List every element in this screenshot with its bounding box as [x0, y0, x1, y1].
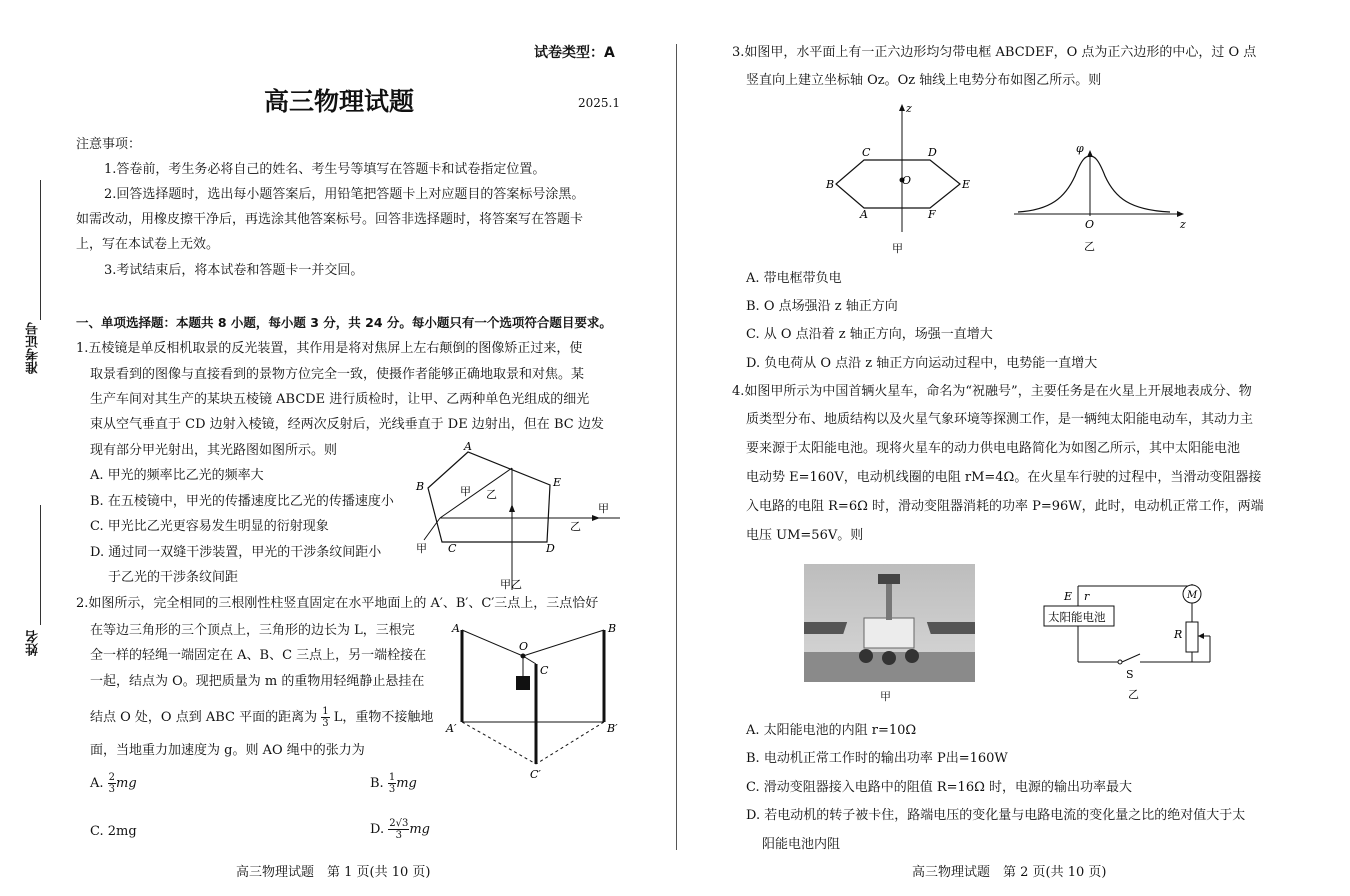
potential-curve-figure: [1010, 136, 1190, 256]
wheel-3: [905, 649, 919, 663]
label-A: A: [452, 622, 460, 635]
label-M: M: [1187, 590, 1198, 601]
q3-line-2: 竖直向上建立坐标轴 Oz。Oz 轴线上电势分布如图乙所示。则: [746, 73, 1102, 88]
side-rule-top: [40, 180, 41, 320]
q3-option-c: C. 从 O 点沿着 z 轴正方向，场强一直增大: [746, 327, 993, 342]
q1-line-1: 1.五棱镜是单反相机取景的反光装置，其作用是将对焦屏上左右颠倒的图像矫正过来，使: [76, 341, 583, 356]
exam-id-label: 准考证号: [26, 322, 41, 374]
q4-option-d-cont: 阳能电池内阻: [762, 837, 841, 852]
base-a2-c2: [462, 722, 536, 764]
solar-panel-left: [804, 622, 847, 634]
light-ray-jia-escape: [424, 518, 440, 540]
q2-line-3: 全一样的轻绳一端固定在 A、B、C 三点上，另一端栓接在: [90, 648, 427, 663]
z-arrow-icon: [1177, 211, 1184, 217]
rover-camera: [878, 574, 900, 584]
q1-option-b: B. 在五棱镜中，甲光的传播速度比乙光的传播速度小: [90, 494, 394, 509]
label-z: z: [1180, 218, 1186, 231]
q4-option-a: A. 太阳能电池的内阻 r=10Ω: [746, 723, 917, 738]
q2-option-b: B. $\frac{1}{3}$ mg: [370, 772, 417, 795]
footer-left: 高三物理试题 第 1 页(共 10 页): [236, 865, 431, 880]
pentaprism-figure: [410, 440, 625, 590]
q1-option-d: D. 通过同一双缝干涉装置，甲光的干涉条纹间距小: [90, 545, 382, 560]
caption-photo-jia: 甲: [880, 690, 891, 703]
z-arrow-icon: [899, 104, 905, 111]
paper-type: 试卷类型：A: [534, 45, 615, 61]
label-E: E: [553, 476, 562, 489]
label-jia-escape: 甲: [416, 542, 427, 555]
label-bottom-beam: 甲乙: [500, 578, 522, 590]
circuit-diagram: [1040, 576, 1220, 702]
label-B-prime: B′: [607, 722, 618, 735]
label-O: O: [1085, 218, 1095, 231]
label-r: r: [1084, 590, 1090, 603]
caption-yi: 乙: [1128, 688, 1139, 701]
q1-line-2: 取景看到的图像与直接看到的景物方位完全一致，使摄作者能够正确地取景和对焦。某: [90, 367, 585, 382]
three-pillars-figure: [444, 618, 630, 784]
section-heading: 一、单项选择题：本题共 8 小题，每小题 3 分，共 24 分。每小题只有一个选项符合题目要求。: [76, 315, 612, 330]
rover-mast: [886, 582, 892, 620]
label-A: A: [860, 208, 868, 221]
rope-ao: [462, 630, 523, 656]
hexagon-frame-figure: [822, 100, 982, 256]
slider-arrow-icon: [1198, 633, 1204, 639]
label-F: F: [928, 208, 936, 221]
mars-rover-photo: [804, 564, 975, 682]
note-2-cont: 如需改动，用橡皮擦干净后，再选涂其他答案标号。回答非选择题时，将答案写在答题卡: [76, 212, 584, 227]
q1-line-4: 束从空气垂直于 CD 边射入棱镜，经两次反射后，光线垂直于 DE 边射出，但在 BC 边发: [90, 417, 604, 432]
q2-option-a: A. $\frac{2}{3}$ mg: [90, 772, 137, 795]
q4-line-1: 4.如图甲所示为中国首辆火星车，命名为“祝融号”，主要任务是在火星上开展地表成分、物: [732, 384, 1252, 399]
q4-option-c: C. 滑动变阻器接入电路中的阻值 R=16Ω 时，电源的输出功率最大: [746, 780, 1133, 795]
q4-line-6: 电压 UM=56V。则: [746, 528, 864, 543]
label-R: R: [1174, 628, 1183, 641]
q1-option-c: C. 甲光比乙光更容易发生明显的衍射现象: [90, 519, 329, 534]
note-1: 1.答卷前，考生务必将自己的姓名、考生号等填写在答题卡和试卷指定位置。: [104, 162, 546, 177]
label-C: C: [540, 664, 549, 677]
q2-line-4: 一起，结点为 O。现把质量为 m 的重物用轻绳静止悬挂在: [90, 674, 425, 689]
q4-option-b: B. 电动机正常工作时的输出功率 P出=160W: [746, 751, 1008, 766]
rover-body: [864, 618, 914, 648]
q1-line-3: 生产车间对其生产的某块五棱镜 ABCDE 进行质检时，让甲、乙两种单色光组成的细光: [90, 392, 590, 407]
label-A-prime: A′: [446, 722, 457, 735]
label-S: S: [1126, 668, 1134, 681]
label-C: C: [862, 146, 871, 159]
q4-line-5: 入电路的电阻 R=6Ω 时，滑动变阻器消耗的功率 P=96W，此时，电动机正常工作，两端: [746, 499, 1264, 514]
side-rule-middle: [40, 505, 41, 625]
wheel-2: [882, 651, 896, 665]
q3-option-a: A. 带电框带负电: [746, 271, 842, 286]
note-3: 3.考试结束后，将本试卷和答题卡一并交回。: [104, 263, 364, 278]
fraction-one-third: $\frac{1}{3}$: [322, 706, 329, 729]
q2-line-5-end: L，重物不接触地: [333, 710, 434, 725]
solar-panel-right: [927, 622, 975, 634]
label-B: B: [826, 178, 835, 191]
q2-option-d: D. $\frac{2√3}{3}$ mg: [370, 818, 430, 841]
q3-option-b: B. O 点场强沿 z 轴正方向: [746, 299, 898, 314]
label-jia-exit: 甲: [598, 502, 609, 515]
q2-line-2: 在等边三角形的三个顶点上，三角形的边长为 L，三根完: [90, 623, 415, 638]
label-yi-exit: 乙: [570, 520, 581, 533]
caption-jia: 甲: [892, 242, 903, 255]
q2-line-5: [90, 706, 433, 729]
q2-option-c: C. 2mg: [90, 824, 137, 839]
caption-yi: 乙: [1084, 240, 1095, 253]
q2-line-6: 面，当地重力加速度为 g。则 AO 绳中的张力为: [90, 743, 365, 758]
q4-option-d: D. 若电动机的转子被卡住，路端电压的变化量与电路电流的变化量之比的绝对值大于太: [746, 808, 1246, 823]
footer-right: 高三物理试题 第 2 页(共 10 页): [912, 865, 1107, 880]
name-label: 姓名: [26, 630, 41, 656]
q3-option-d: D. 负电荷从 O 点沿 z 轴正方向运动过程中，电势能一直增大: [746, 356, 1098, 371]
label-E: E: [1064, 590, 1073, 603]
rope-bo: [523, 630, 604, 656]
notes-heading: 注意事项：: [76, 137, 142, 152]
q4-line-2: 质类型分布、地质结构以及火星气象环境等探测工作，是一辆纯太阳能电动车，其动力主: [746, 412, 1254, 427]
label-battery: 太阳能电池: [1048, 610, 1106, 624]
note-2: 2.回答选择题时，选出每小题答案后，用铅笔把答题卡上对应题目的答案标号涂黑。: [104, 187, 585, 202]
column-divider: [676, 44, 677, 850]
base-b2-c2: [536, 722, 604, 764]
switch-s: [1122, 654, 1140, 662]
note-2-end: 上，写在本试卷上无效。: [76, 237, 220, 252]
arrow-right-icon: [592, 515, 600, 521]
q1-option-a: A. 甲光的频率比乙光的频率大: [90, 468, 264, 483]
q2-line-5-text: 结点 O 处，O 点到 ABC 平面的距离为: [90, 710, 318, 725]
label-E: E: [962, 178, 971, 191]
label-D: D: [928, 146, 937, 159]
label-D: D: [546, 542, 555, 555]
label-phi: φ: [1076, 142, 1084, 155]
label-A: A: [464, 440, 472, 453]
label-B: B: [608, 622, 617, 635]
label-yi-inside: 乙: [486, 488, 497, 501]
q1-option-d-cont: 于乙光的干涉条纹间距: [108, 570, 239, 585]
label-B: B: [416, 480, 425, 493]
label-C-prime: C′: [530, 768, 541, 781]
q4-line-3: 要来源于太阳能电池。现将火星车的动力供电电路简化为如图乙所示，其中太阳能电池: [746, 441, 1241, 456]
hexagon-outline: [836, 160, 960, 208]
label-z: z: [906, 102, 912, 115]
q4-line-4: 电动势 E=160V，电动机线圈的电阻 rM=4Ω。在火星车行驶的过程中，当滑动变阻器接: [746, 470, 1262, 485]
q3-line-1: 3.如图甲，水平面上有一正六边形均匀带电框 ABCDEF，O 点为正六边形的中心，过 O 点: [732, 45, 1257, 60]
resistor-r: [1186, 622, 1198, 652]
hanging-weight: [516, 676, 530, 690]
label-O: O: [902, 174, 912, 187]
label-C: C: [448, 542, 457, 555]
wheel-1: [859, 649, 873, 663]
page-title: 高三物理试题: [264, 87, 415, 116]
potential-curve: [1018, 156, 1170, 212]
switch-pivot: [1118, 660, 1122, 664]
arrow-up-icon: [509, 504, 515, 512]
light-ray-reflected-1: [440, 468, 512, 518]
q1-line-5: 现有部分甲光射出，其光路图如图所示。则: [90, 443, 338, 458]
q2-line-1: 2.如图所示，完全相同的三根刚性柱竖直固定在水平地面上的 A′、B′、C′三点上，三点恰好: [76, 596, 599, 611]
label-jia-inside: 甲: [460, 485, 471, 498]
label-O: O: [519, 640, 529, 653]
exam-date: 2025.1: [578, 96, 620, 110]
